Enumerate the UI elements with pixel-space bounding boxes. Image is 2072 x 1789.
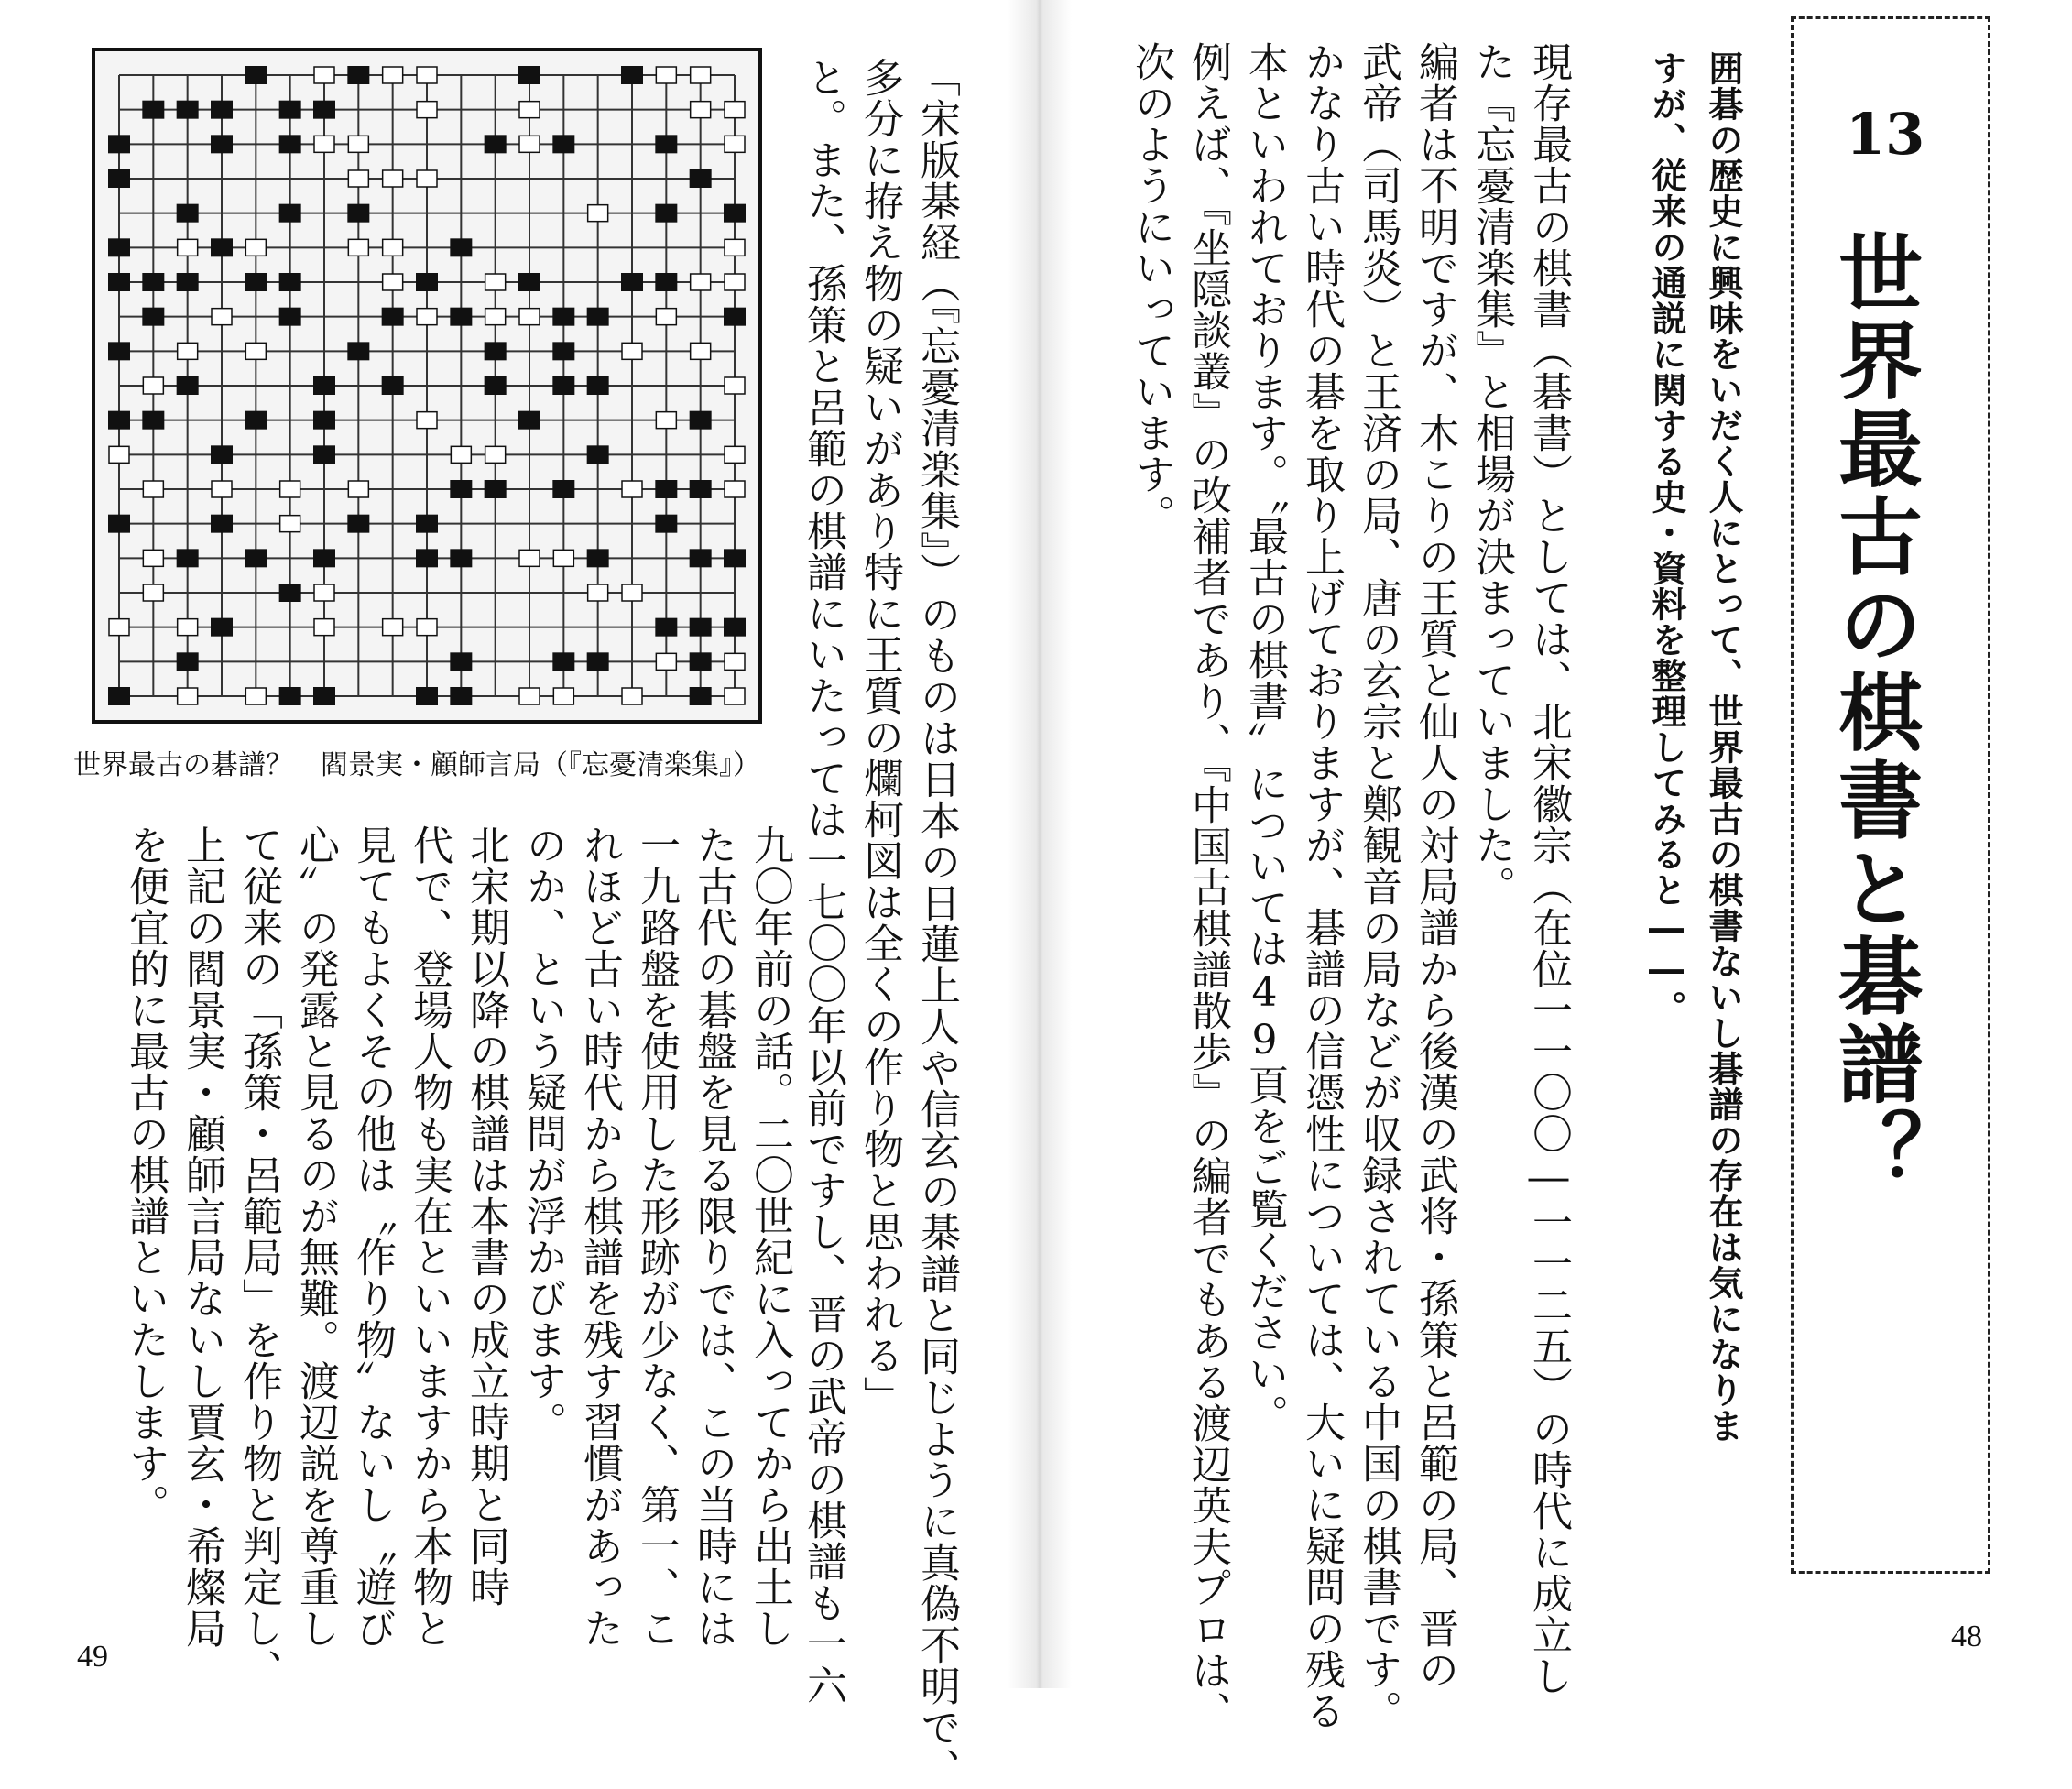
white-stone — [725, 239, 745, 256]
white-stone — [314, 136, 334, 152]
black-stone — [690, 687, 712, 705]
white-stone — [348, 136, 368, 152]
white-stone — [417, 619, 437, 636]
white-stone — [417, 170, 437, 187]
black-stone — [690, 618, 712, 637]
black-stone — [382, 308, 404, 326]
black-stone — [518, 411, 540, 430]
black-stone — [313, 376, 335, 395]
black-stone — [552, 308, 574, 326]
white-stone — [383, 239, 403, 256]
white-stone — [143, 550, 163, 566]
black-stone — [279, 308, 301, 326]
white-stone — [485, 274, 506, 290]
white-stone — [553, 550, 573, 566]
chapter-number: 13 — [1846, 101, 1925, 168]
white-stone — [417, 412, 437, 429]
black-stone — [450, 549, 472, 567]
white-stone — [348, 481, 368, 497]
white-stone — [588, 205, 608, 222]
body-line: た古代の碁盤を見る限りでは、この当時には — [690, 824, 736, 1649]
white-stone — [725, 136, 745, 152]
white-stone — [212, 481, 232, 497]
white-stone — [725, 688, 745, 704]
black-stone — [108, 515, 130, 533]
black-stone — [382, 376, 404, 395]
white-stone — [383, 67, 403, 83]
black-stone — [108, 169, 130, 188]
white-stone — [485, 309, 506, 325]
black-stone — [142, 273, 164, 291]
go-board-figure — [92, 48, 762, 724]
white-stone — [519, 102, 540, 118]
chapter-lead-line: 囲碁の歴史に興味をいだく人にとって、世界最古の棋書ないし碁譜の存在は気になりま — [1703, 50, 1743, 1444]
white-stone — [314, 67, 334, 83]
white-stone — [417, 102, 437, 118]
black-stone — [245, 273, 267, 291]
black-stone — [279, 135, 301, 153]
black-stone — [211, 135, 233, 153]
black-stone — [177, 549, 199, 567]
black-stone — [313, 101, 335, 119]
black-stone — [279, 687, 301, 705]
black-stone — [108, 687, 130, 705]
white-stone — [553, 688, 573, 704]
black-stone — [108, 238, 130, 256]
white-stone — [519, 550, 540, 566]
black-stone — [621, 66, 643, 84]
body-line: 多分に拵え物の疑いがあり特に王質の爛柯図は全くの作り物と思われる」 — [856, 57, 903, 1417]
black-stone — [279, 273, 301, 291]
black-stone — [108, 135, 130, 153]
black-stone — [177, 652, 199, 671]
white-stone — [691, 274, 711, 290]
white-stone — [348, 239, 368, 256]
body-line: を便宜的に最古の棋譜といたします。 — [122, 824, 169, 1525]
white-stone — [178, 688, 198, 704]
black-stone — [690, 480, 712, 498]
go-board-image — [92, 48, 762, 724]
black-stone — [108, 273, 130, 291]
white-stone — [588, 584, 608, 601]
white-stone — [622, 343, 642, 359]
black-stone — [485, 135, 507, 153]
white-stone — [622, 688, 642, 704]
black-stone — [211, 445, 233, 464]
body-line: 武帝（司馬炎）と王済の局、唐の玄宗と鄭観音の局などが収録されている中国の棋書です。 — [1355, 41, 1401, 1731]
body-line: 例えば、『坐隠談叢』の改補者であり、『中国古棋譜散歩』の編者でもある渡辺英夫プロは、 — [1184, 41, 1231, 1732]
white-stone — [245, 343, 266, 359]
black-stone — [450, 652, 472, 671]
black-stone — [450, 687, 472, 705]
black-stone — [313, 549, 335, 567]
black-stone — [518, 66, 540, 84]
black-stone — [416, 549, 438, 567]
black-stone — [724, 618, 746, 637]
white-stone — [622, 481, 642, 497]
black-stone — [211, 238, 233, 256]
white-stone — [178, 343, 198, 359]
black-stone — [347, 204, 369, 223]
black-stone — [587, 376, 609, 395]
black-stone — [245, 411, 267, 430]
body-line: 現存最古の棋書（碁書）としては、北宋徽宗（在位一一〇〇―一一二五）の時代に成立し — [1525, 41, 1572, 1696]
white-stone — [725, 377, 745, 394]
white-stone — [691, 102, 711, 118]
black-stone — [690, 549, 712, 567]
chapter-lead-line: すが、従来の通説に関する史・資料を整理してみると――。 — [1646, 50, 1686, 1026]
black-stone — [724, 308, 746, 326]
black-stone — [621, 273, 643, 291]
black-stone — [552, 376, 574, 395]
white-stone — [314, 584, 334, 601]
black-stone — [177, 376, 199, 395]
black-stone — [211, 515, 233, 533]
black-stone — [177, 101, 199, 119]
body-line: 見てもよくその他は〝作り物〟ないし〝遊び — [349, 824, 396, 1649]
white-stone — [519, 688, 540, 704]
black-stone — [416, 687, 438, 705]
black-stone — [485, 480, 507, 498]
white-stone — [725, 653, 745, 670]
white-stone — [656, 67, 676, 83]
white-stone — [417, 309, 437, 325]
body-line: 次のようにいっています。 — [1128, 41, 1174, 536]
white-stone — [178, 619, 198, 636]
white-stone — [109, 446, 129, 463]
white-stone — [691, 67, 711, 83]
white-stone — [725, 274, 745, 290]
black-stone — [347, 342, 369, 360]
white-stone — [280, 481, 300, 497]
black-stone — [211, 101, 233, 119]
black-stone — [552, 342, 574, 360]
black-stone — [655, 618, 677, 637]
black-stone — [142, 411, 164, 430]
white-stone — [109, 619, 129, 636]
black-stone — [655, 135, 677, 153]
black-stone — [690, 411, 712, 430]
black-stone — [724, 549, 746, 567]
black-stone — [690, 652, 712, 671]
black-stone — [279, 101, 301, 119]
white-stone — [725, 446, 745, 463]
white-stone — [383, 619, 403, 636]
body-line: 代で、登場人物も実在といいますから本物と — [406, 824, 453, 1649]
body-line: 九〇年前の話。二〇世紀に入ってから出土し — [747, 824, 793, 1649]
black-stone — [655, 515, 677, 533]
white-stone — [622, 584, 642, 601]
white-stone — [348, 170, 368, 187]
black-stone — [690, 169, 712, 188]
black-stone — [245, 549, 267, 567]
black-stone — [108, 411, 130, 430]
black-stone — [655, 204, 677, 223]
body-line: た『忘憂清楽集』と相場が決まっていました。 — [1468, 41, 1515, 907]
white-stone — [417, 67, 437, 83]
white-stone — [519, 309, 540, 325]
white-stone — [178, 239, 198, 256]
body-line: と。また、孫策と呂範の棋譜にいたっては一七〇〇年以前ですし、晋の武帝の棋譜も一六 — [800, 57, 846, 1706]
body-line: 編者は不明ですが、木こりの王質と仙人の対局譜から後漢の武将・孫策と呂範の局、晋の — [1412, 41, 1458, 1690]
black-stone — [279, 204, 301, 223]
black-stone — [211, 618, 233, 637]
black-stone — [313, 411, 335, 430]
white-stone — [245, 688, 266, 704]
white-stone — [280, 516, 300, 532]
white-stone — [451, 446, 471, 463]
white-stone — [143, 377, 163, 394]
black-stone — [655, 273, 677, 291]
white-stone — [383, 274, 403, 290]
body-line: 本といわれております。〝最古の棋書〟については49頁をご覧ください。 — [1241, 41, 1288, 1435]
black-stone — [587, 652, 609, 671]
white-stone — [656, 309, 676, 325]
white-stone — [143, 481, 163, 497]
body-line: 一九路盤を使用した形跡が少なく、第一、こ — [633, 824, 680, 1649]
page-number-right: 48 — [1951, 1620, 1982, 1653]
black-stone — [587, 549, 609, 567]
black-stone — [485, 342, 507, 360]
body-line: 「宋版棊経（『忘憂清楽集』）のものは日本の日蓮上人や信玄の棊譜と同じように真偽不明で、 — [913, 57, 960, 1789]
book-gutter — [1008, 0, 1072, 1688]
body-line: て従来の「孫策・呂範局」を作り物と判定し、 — [235, 824, 282, 1690]
black-stone — [450, 480, 472, 498]
body-line: 北宋期以降の棋譜は本書の成立時期と同時 — [463, 824, 509, 1608]
body-line: のか、という疑問が浮かびます。 — [519, 824, 566, 1443]
white-stone — [725, 102, 745, 118]
white-stone — [314, 619, 334, 636]
white-stone — [143, 584, 163, 601]
black-stone — [142, 101, 164, 119]
chapter-title: 世界最古の棋書と碁譜？ — [1825, 229, 1924, 1196]
black-stone — [450, 238, 472, 256]
white-stone — [656, 653, 676, 670]
white-stone — [656, 412, 676, 429]
black-stone — [552, 480, 574, 498]
black-stone — [177, 273, 199, 291]
white-stone — [725, 481, 745, 497]
white-stone — [485, 446, 506, 463]
body-line: れほど古い時代から棋譜を残す習慣があった — [576, 824, 623, 1649]
figure-caption: 世界最古の碁譜？ 閻景実・顧師言局（『忘憂清楽集』） — [73, 749, 760, 781]
black-stone — [552, 652, 574, 671]
black-stone — [313, 687, 335, 705]
black-stone — [416, 515, 438, 533]
page-number-left: 49 — [77, 1640, 108, 1674]
body-line: かなり古い時代の碁を取り上げておりますが、碁譜の信憑性については、大いに疑問の残る — [1298, 41, 1345, 1731]
white-stone — [519, 136, 540, 152]
white-stone — [212, 309, 232, 325]
white-stone — [691, 343, 711, 359]
white-stone — [245, 239, 266, 256]
black-stone — [587, 308, 609, 326]
black-stone — [347, 66, 369, 84]
black-stone — [485, 376, 507, 395]
black-stone — [313, 445, 335, 464]
black-stone — [142, 308, 164, 326]
black-stone — [245, 66, 267, 84]
black-stone — [279, 584, 301, 602]
black-stone — [177, 204, 199, 223]
black-stone — [450, 308, 472, 326]
black-stone — [655, 480, 677, 498]
white-stone — [383, 170, 403, 187]
black-stone — [552, 135, 574, 153]
black-stone — [518, 273, 540, 291]
black-stone — [347, 515, 369, 533]
body-line: 心〟の発露と見るのが無難。渡辺説を尊重し — [292, 824, 339, 1649]
body-line: 上記の閻景実・顧師言局ないし賈玄・希燦局 — [179, 824, 225, 1649]
black-stone — [108, 342, 130, 360]
black-stone — [587, 445, 609, 464]
black-stone — [416, 273, 438, 291]
black-stone — [724, 204, 746, 223]
